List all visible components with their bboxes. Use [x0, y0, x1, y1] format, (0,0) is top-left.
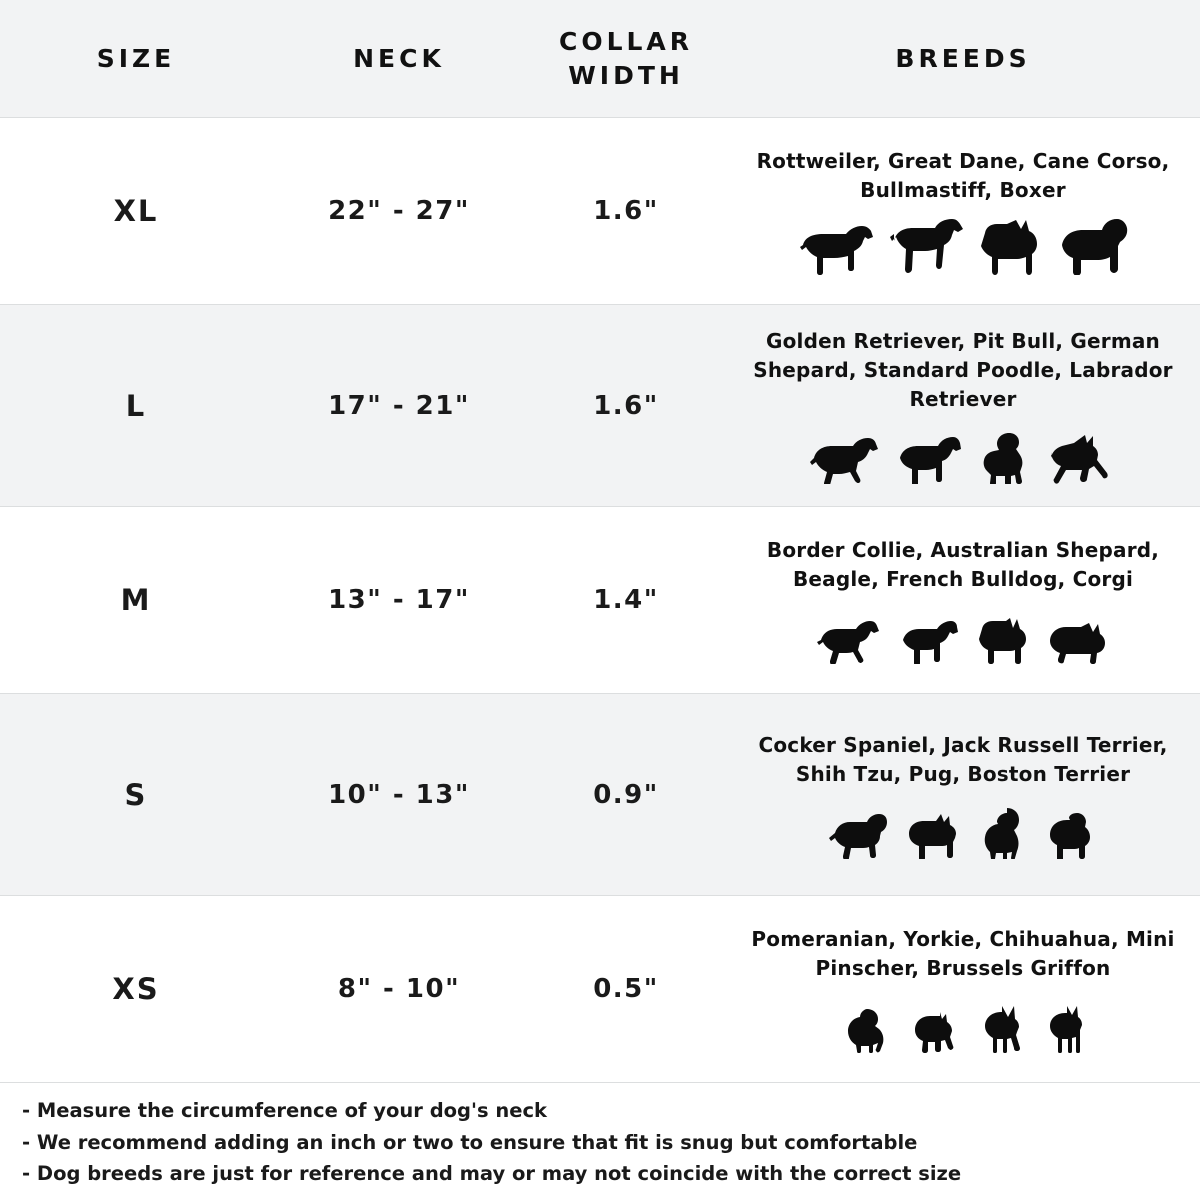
- border-collie-silhouette: [817, 620, 883, 664]
- row-breeds-m: [726, 536, 1200, 664]
- chihuahua-silhouette: [973, 1005, 1025, 1053]
- rottweiler-silhouette: [798, 223, 874, 275]
- footnotes: [0, 1082, 1200, 1200]
- row-breeds-text-m: Border Collie, Australian Shepard, Beagle, French Bulldog, Corgi: [766, 538, 1160, 592]
- table-header-row: [0, 0, 1200, 117]
- table-row: [0, 693, 1200, 895]
- column-header-collar-width: [526, 25, 726, 93]
- row-neck-l: 17" - 21": [328, 390, 470, 421]
- row-collar-width-xs: 0.5": [593, 974, 659, 1005]
- french-bulldog-silhouette: [975, 616, 1031, 664]
- yorkie-silhouette: [907, 1009, 959, 1053]
- row-breeds-xs: [726, 925, 1200, 1053]
- breed-silhouettes-m: [734, 602, 1192, 664]
- footnote-reference: - Dog breeds are just for reference and may or may not coincide with the correct size: [22, 1162, 962, 1186]
- table-row: [0, 506, 1200, 693]
- row-collar-width-s: 0.9": [593, 779, 659, 810]
- table-row: [0, 117, 1200, 304]
- corgi-silhouette: [1045, 622, 1109, 664]
- german-shepherd-silhouette: [1046, 434, 1116, 484]
- mini-pinscher-silhouette: [1039, 1005, 1089, 1053]
- column-header-breeds: BREEDS: [895, 43, 1031, 73]
- column-header-collar-width-line1: COLLAR: [558, 26, 694, 56]
- jack-russell-terrier-silhouette: [905, 813, 963, 859]
- bullmastiff-silhouette: [1054, 219, 1128, 275]
- row-collar-width-l: 1.6": [593, 390, 659, 421]
- pit-bull-silhouette: [894, 436, 962, 484]
- shih-tzu-silhouette: [977, 807, 1031, 859]
- great-dane-silhouette: [888, 219, 964, 275]
- row-neck-m: 13" - 17": [328, 585, 470, 616]
- row-breeds-text-xl: Rottweiler, Great Dane, Cane Corso, Bullmastiff, Boxer: [756, 149, 1170, 203]
- row-breeds-text-s: Cocker Spaniel, Jack Russell Terrier, Shih Tzu, Pug, Boston Terrier: [758, 732, 1168, 786]
- row-size-m: M: [120, 583, 152, 618]
- column-header-collar-width-line2: WIDTH: [568, 60, 684, 90]
- poodle-silhouette: [976, 432, 1032, 484]
- row-collar-width-xl: 1.6": [593, 196, 659, 227]
- table-row: [0, 895, 1200, 1082]
- row-breeds-text-xs: Pomeranian, Yorkie, Chihuahua, Mini Pinscher, Brussels Griffon: [751, 927, 1175, 981]
- table-row: [0, 304, 1200, 506]
- row-breeds-s: [726, 731, 1200, 859]
- footnote-measure: - Measure the circumference of your dog's neck: [22, 1099, 548, 1123]
- breed-silhouettes-s: [734, 797, 1192, 859]
- row-breeds-text-l: Golden Retriever, Pit Bull, German Shepard, Standard Poodle, Labrador Retriever: [753, 329, 1173, 412]
- column-header-neck: NECK: [353, 43, 445, 73]
- column-header-size: SIZE: [96, 43, 176, 73]
- row-neck-xs: 8" - 10": [337, 974, 461, 1005]
- footnote-recommendation: - We recommend adding an inch or two to ensure that fit is snug but comfortable: [22, 1130, 918, 1154]
- golden-retriever-silhouette: [810, 436, 880, 484]
- breed-silhouettes-l: [734, 422, 1192, 484]
- row-size-l: L: [125, 388, 147, 423]
- cane-corso-silhouette: [978, 217, 1040, 275]
- row-breeds-l: [726, 327, 1200, 484]
- row-size-xs: XS: [112, 972, 160, 1007]
- breed-silhouettes-xl: [734, 213, 1192, 275]
- row-collar-width-m: 1.4": [593, 585, 659, 616]
- pomeranian-silhouette: [837, 1007, 893, 1053]
- row-neck-s: 10" - 13": [328, 779, 470, 810]
- row-size-xl: XL: [113, 194, 159, 229]
- row-neck-xl: 22" - 27": [328, 196, 470, 227]
- pug-silhouette: [1045, 811, 1097, 859]
- cocker-spaniel-silhouette: [829, 813, 891, 859]
- beagle-silhouette: [897, 620, 961, 664]
- row-size-s: S: [124, 777, 148, 812]
- breed-silhouettes-xs: [734, 991, 1192, 1053]
- row-breeds-xl: [726, 147, 1200, 275]
